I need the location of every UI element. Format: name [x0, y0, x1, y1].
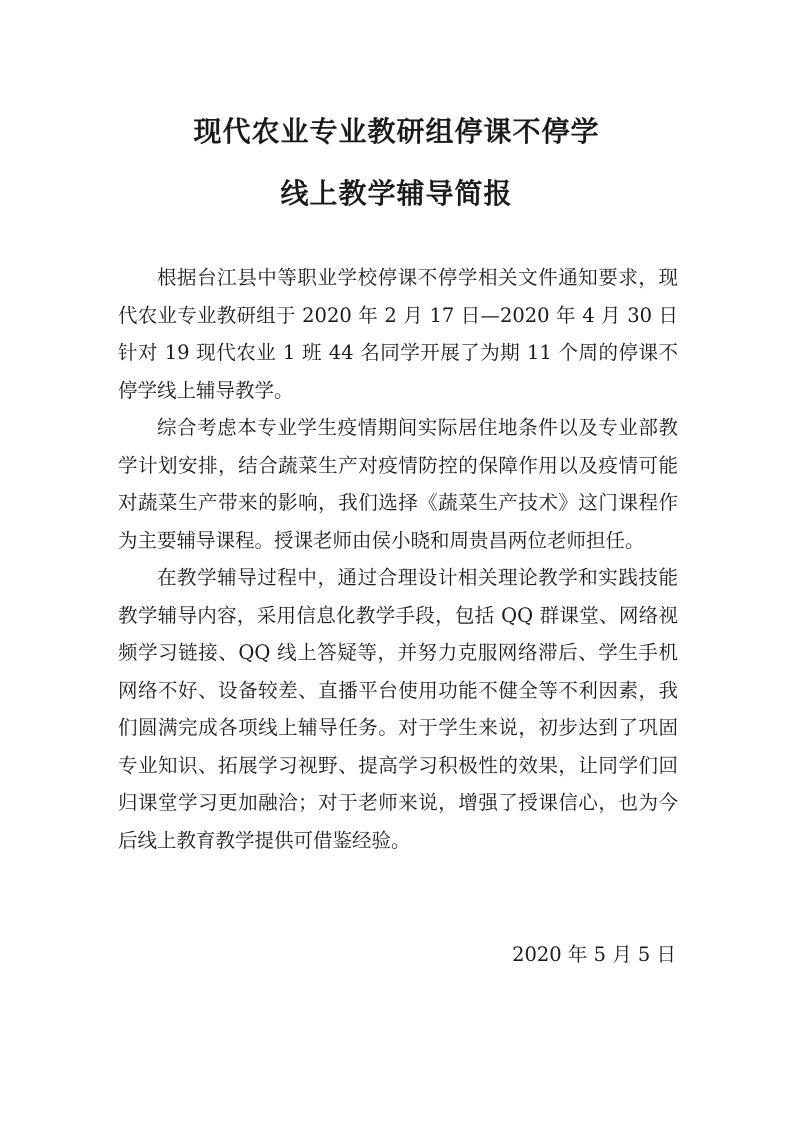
document-title-line-2: 线上教学辅导简报	[280, 177, 513, 210]
paragraph-2: 综合考虑本专业学生疫情期间实际居住地条件以及专业部教学计划安排，结合蔬菜生产对疫情防控的保障作用以及疫情可能对蔬菜生产带来的影响，我们选择《蔬菜生产技术》这门课程作为主要辅导课程。授课老师由侯小晓和周贵昌两位老师担任。	[118, 416, 678, 552]
document-title-line-1: 现代农业专业教研组停课不停学	[193, 115, 600, 148]
paragraph-3: 在教学辅导过程中，通过合理设计相关理论教学和实践技能教学辅导内容，采用信息化教学手段，包括 QQ 群课堂、网络视频学习链接、QQ 线上答疑等，并努力克服网络滞后、学生手机网络不好、设备较差、直播平台使用功能不健全等不利因素，我们圆满完成各项线上辅导任务。对于学生来说，初步达到了巩固专业知识、拓展学习视野、提高学习积极性的效果，让同学们回归课堂学习更加融洽；对于老师来说，增强了授课信心，也为今后线上教育教学提供可借鉴经验。	[118, 566, 678, 852]
document-date: 2020 年 5 月 5 日	[512, 943, 676, 966]
paragraph-1: 根据台江县中等职业学校停课不停学相关文件通知要求，现代农业专业教研组于 2020 年 2 月 17 日—2020 年 4 月 30 日针对 19 现代农业 1 班 44 名同学开展了为期 11 个周的停课不停学线上辅导教学。	[118, 266, 678, 402]
document-body	[118, 259, 678, 859]
